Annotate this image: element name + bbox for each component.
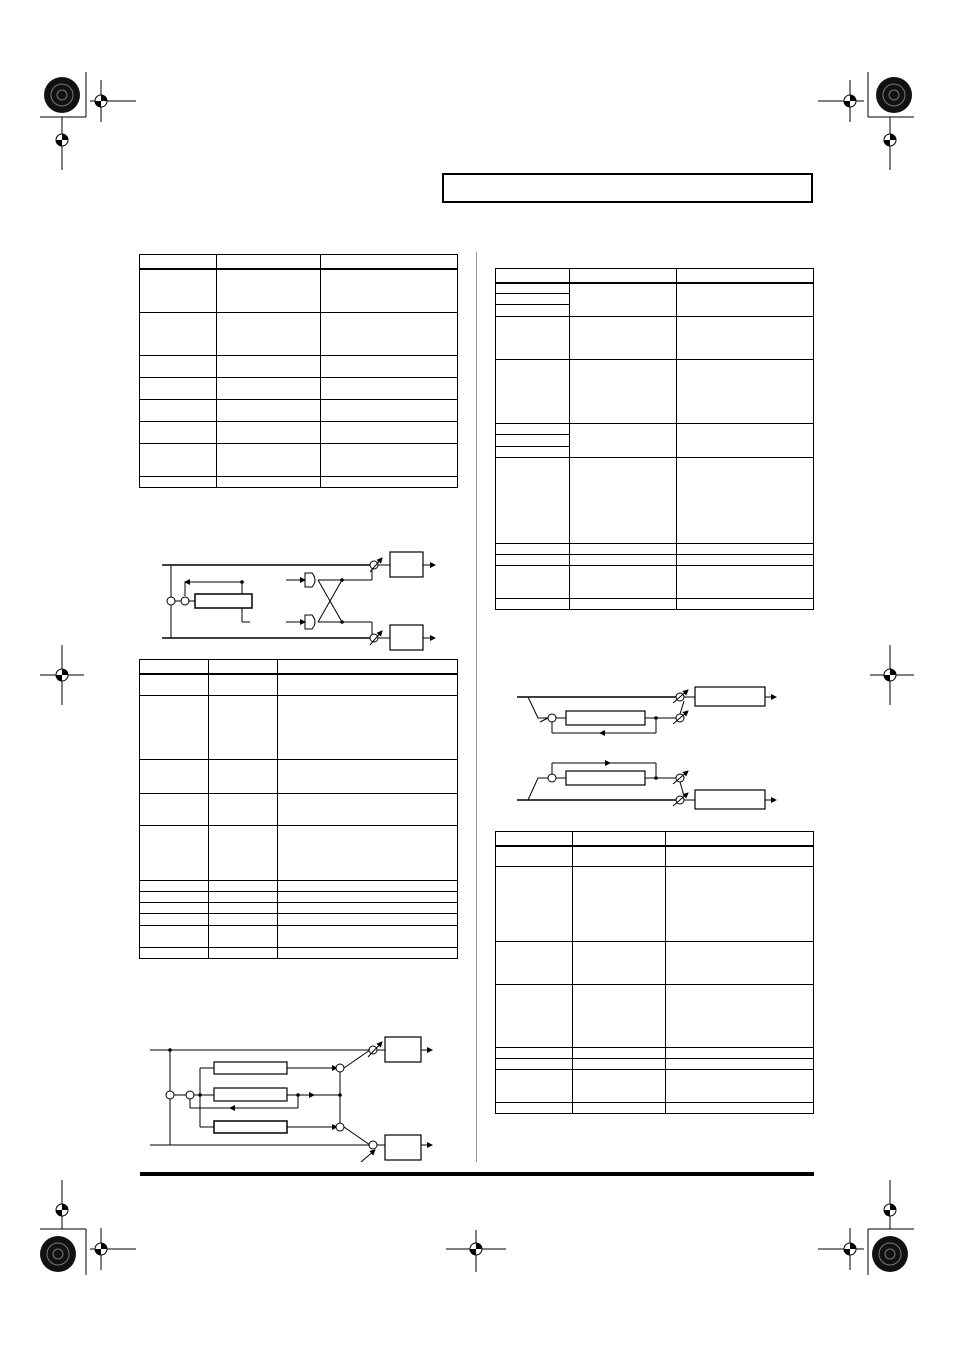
footer-rule (140, 1172, 814, 1176)
